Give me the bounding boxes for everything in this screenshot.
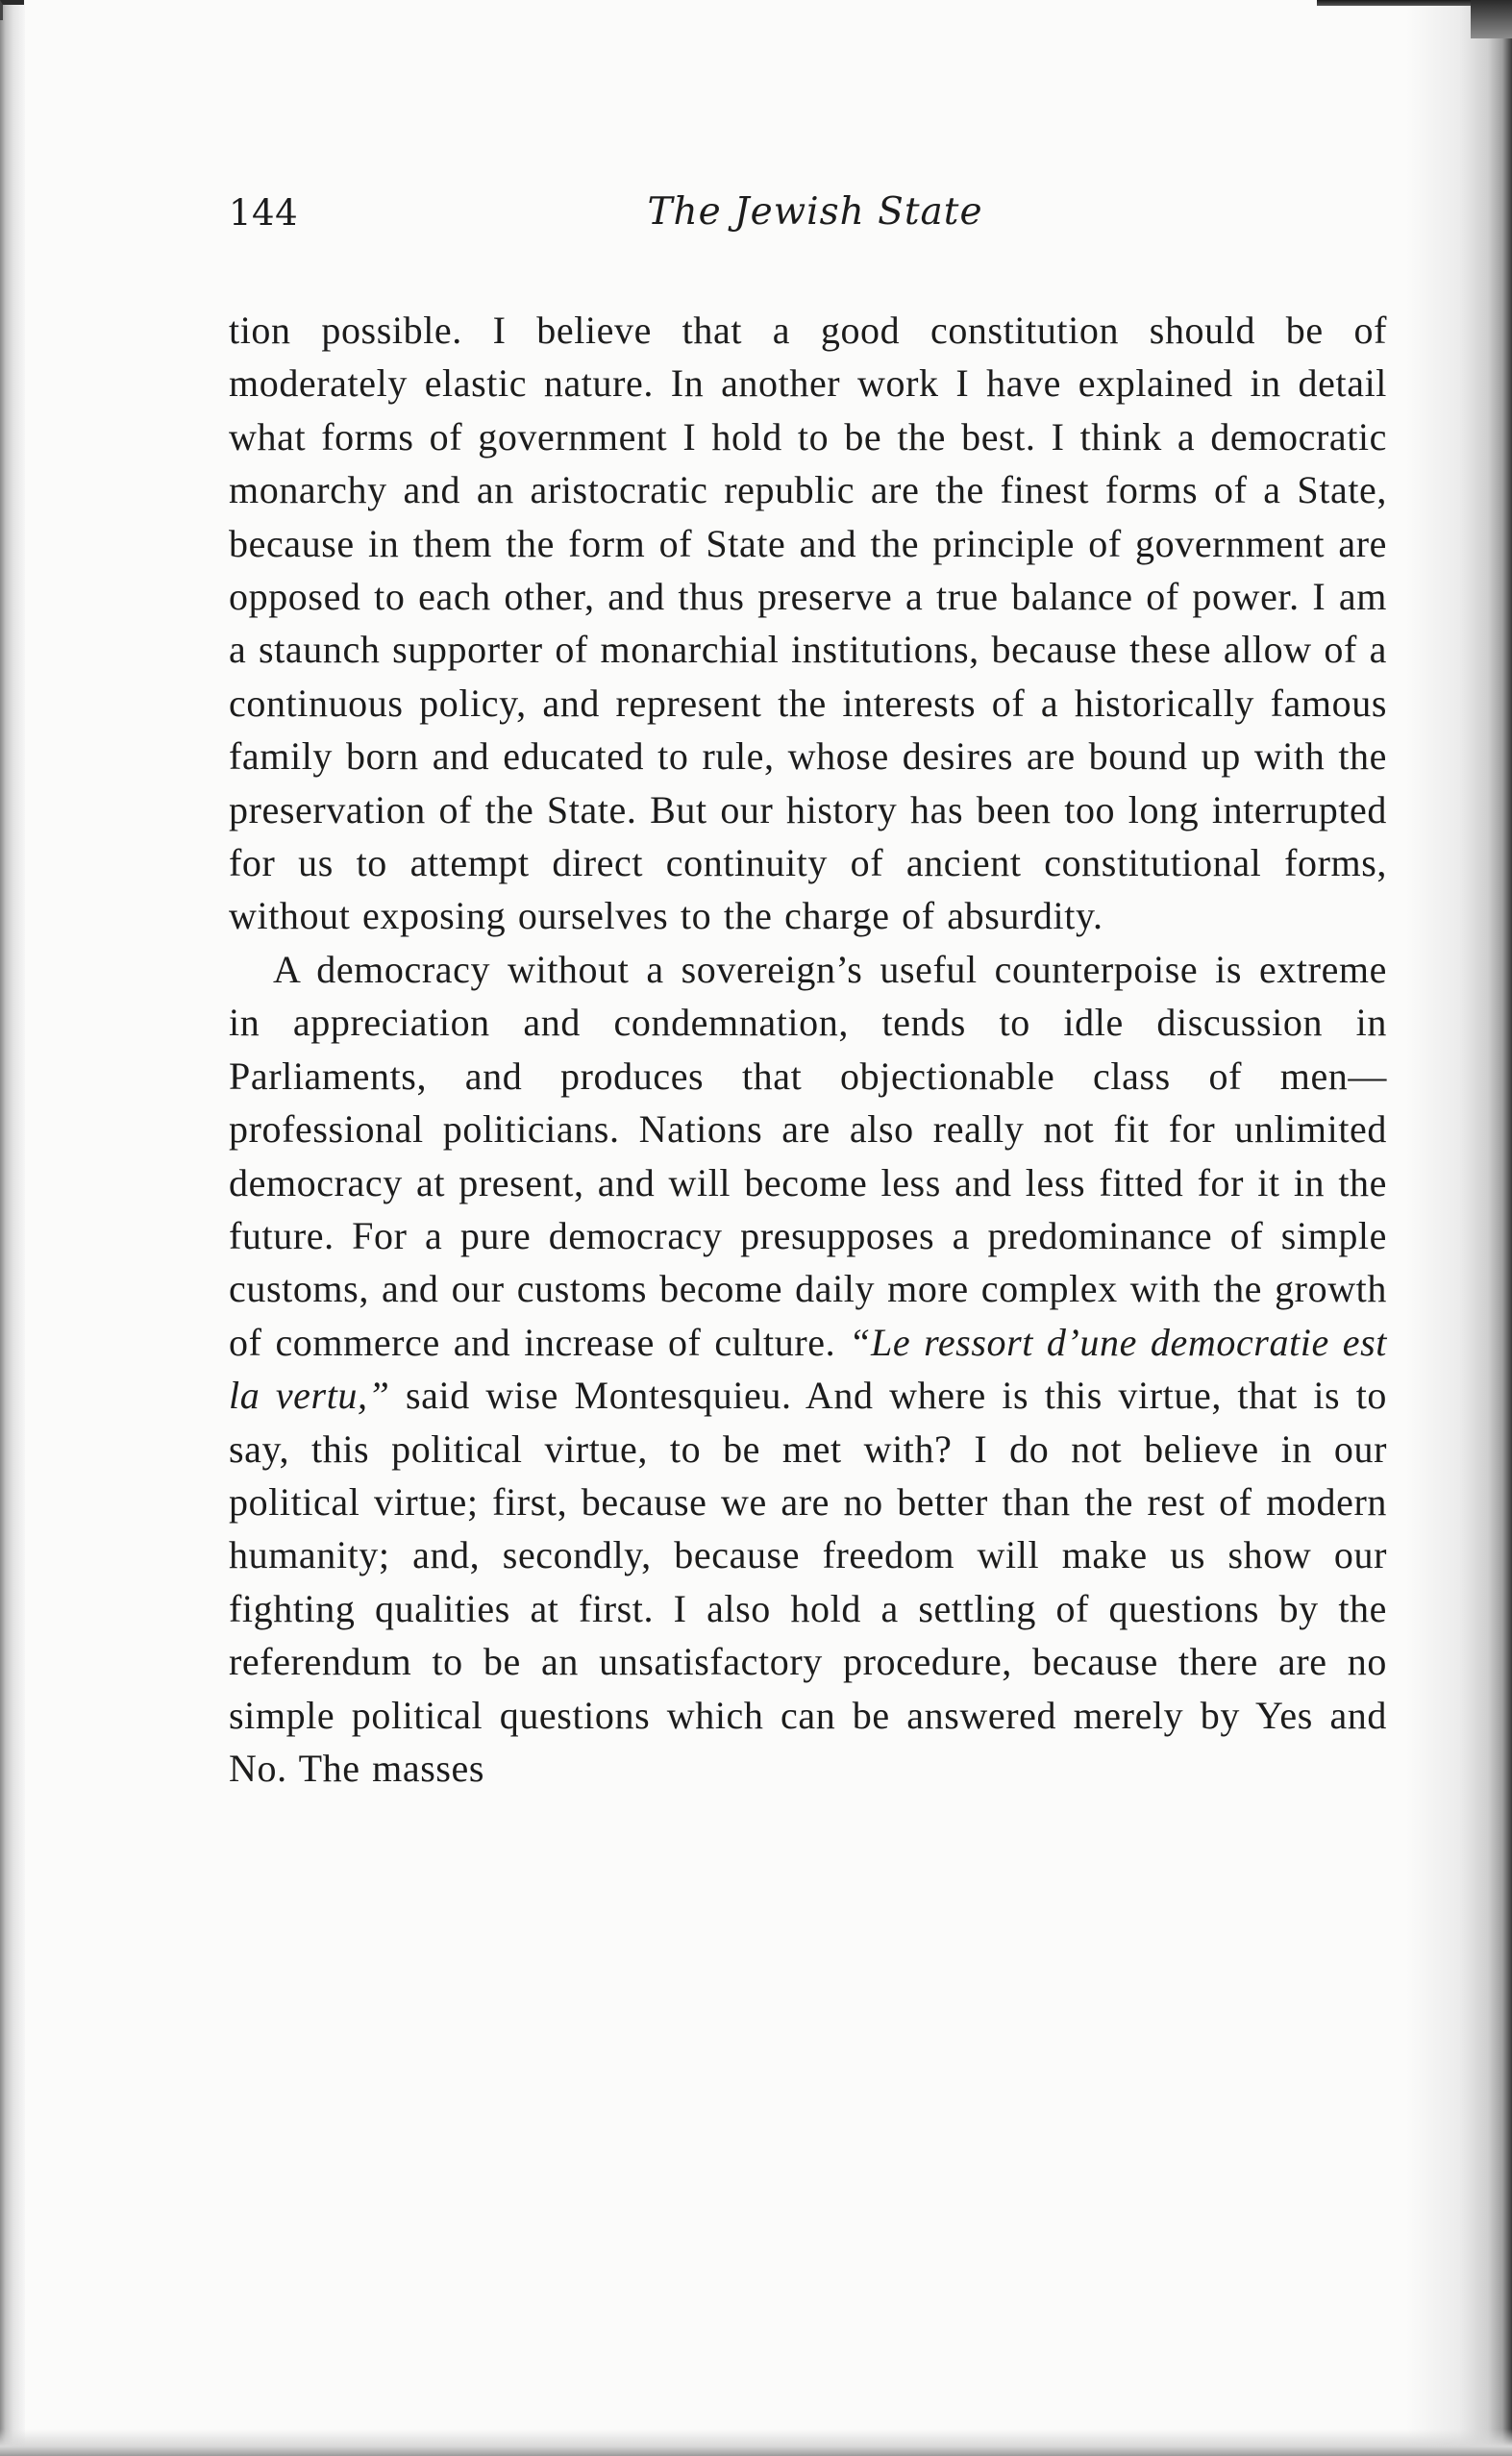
left-page-shadow (0, 0, 25, 2456)
top-right-fold-corner (1471, 0, 1512, 38)
paragraph-2-after-quote: said wise Montesquieu. And where is this virtue, that is to say, this political virtue, to be met with? I do not believe in our political virtue; first, because we are no better than the rest of modern humanity; and, secondly, because freedom will make us show our fighting qualities at first. I also hold a settling of questions by the referendum to be an unsatisfactory procedure, because there are no simple political questions which can be answered merely by Yes and No. The masses (229, 1374, 1388, 1790)
paragraph-2 (229, 943, 1387, 1796)
paragraph-1: tion possible. I believe that a good constitution should be of moderately elastic nature. In another work I have explained in detail what forms of government I hold to be the best. I think a democratic monarchy and an aristocratic republic are the finest forms of a State, because in them the form of State and the principle of government are opposed to each other, and thus preserve a true balance of power. I am a staunch supporter of monarchial institutions, because these allow of a continuous policy, and represent the interests of a historically famous family born and educated to rule, whose desires are bound up with the preservation of the State. But our history has been too long interrupted for us to attempt direct continuity of ancient constitutional forms, without exposing ourselves to the charge of absurdity. (229, 309, 1387, 938)
montesquieu-quote: “Le ressort d’une democratie est la vertu,” (229, 1320, 1388, 1418)
top-left-corner-mark (0, 0, 24, 20)
paragraph-2-before-quote: A democracy without a sovereign’s useful counterpoise is extreme in appreciation and condemnation, tends to idle discussion in Parliaments, and produces that objectionable class of men—professional politicians. Nations are also really not fit for unlimited democracy at present, and will become less and less fitted for it in the future. For a pure democracy presupposes a predominance of simple customs, and our customs become daily more complex with the growth of commerce and increase of culture. (229, 947, 1387, 1364)
running-title: The Jewish State (647, 190, 983, 234)
page-header (229, 181, 1401, 248)
body-text (229, 304, 1387, 1795)
right-page-shadow (1406, 0, 1512, 2456)
page-number: 144 (229, 192, 299, 234)
bottom-page-shadow (0, 2429, 1512, 2456)
